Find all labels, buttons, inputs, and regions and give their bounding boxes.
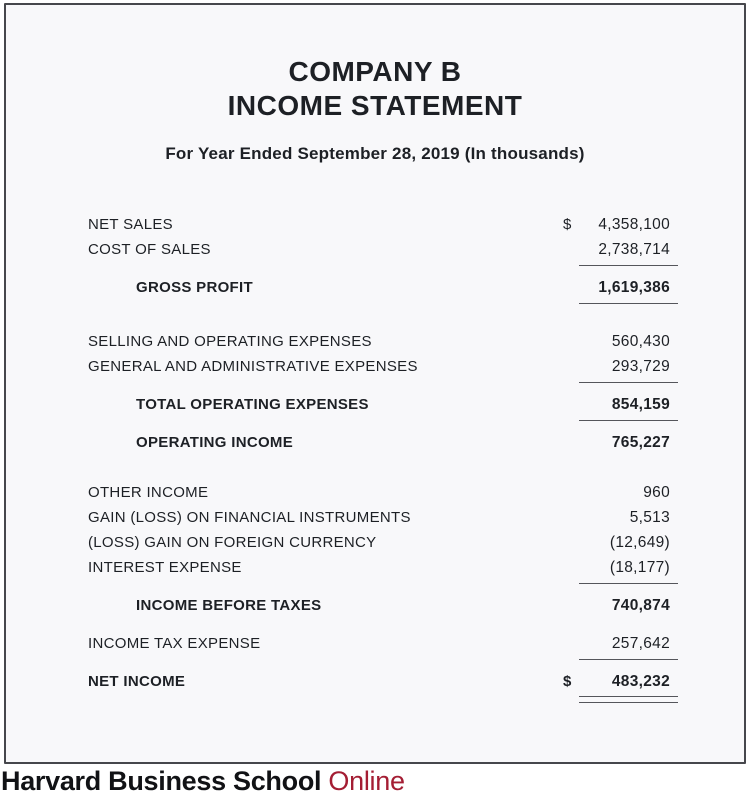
row-value: (18,177): [609, 558, 670, 576]
row-label: (LOSS) GAIN ON FOREIGN CURRENCY: [88, 534, 377, 551]
row-label: NET SALES: [88, 216, 173, 233]
currency-symbol: $: [563, 216, 572, 233]
brand-online: Online: [328, 766, 405, 796]
statement-title: [6, 55, 744, 123]
row-label: GROSS PROFIT: [136, 279, 253, 296]
statement-row: [88, 530, 678, 555]
statement-table: [88, 212, 678, 703]
company-name: COMPANY B: [288, 56, 462, 87]
row-value: 1,619,386: [598, 278, 670, 296]
statement-row: [88, 275, 678, 300]
row-value: 765,227: [611, 433, 670, 451]
row-value: 483,232: [611, 672, 670, 690]
underline-rule: [579, 382, 678, 383]
statement-row: [88, 430, 678, 455]
underline-rule: [579, 420, 678, 421]
statement-row: [88, 392, 678, 417]
row-value: 2,738,714: [598, 240, 670, 258]
statement-row: [88, 555, 678, 580]
statement-row: [88, 669, 678, 694]
row-value: 960: [643, 483, 670, 501]
currency-symbol: $: [563, 673, 572, 690]
double-underline-rule: [579, 696, 678, 703]
row-label: INTEREST EXPENSE: [88, 559, 242, 576]
row-label: INCOME TAX EXPENSE: [88, 635, 261, 652]
brand-spacer: [321, 766, 328, 797]
income-statement-card: [4, 3, 746, 764]
row-value: 293,729: [611, 357, 670, 375]
row-value: 560,430: [611, 332, 670, 350]
statement-row: [88, 480, 678, 505]
statement-row: [88, 593, 678, 618]
row-label: GENERAL AND ADMINISTRATIVE EXPENSES: [88, 358, 418, 375]
row-value: 854,159: [611, 395, 670, 413]
row-label: INCOME BEFORE TAXES: [136, 597, 322, 614]
statement-row: [88, 505, 678, 530]
statement-row: [88, 329, 678, 354]
row-value: 740,874: [611, 596, 670, 614]
row-label: NET INCOME: [88, 673, 186, 690]
row-value: 5,513: [629, 508, 670, 526]
statement-row: [88, 237, 678, 262]
row-value: (12,649): [609, 533, 670, 551]
statement-row: [88, 354, 678, 379]
row-label: OTHER INCOME: [88, 484, 209, 501]
row-label: COST OF SALES: [88, 241, 211, 258]
statement-type: INCOME STATEMENT: [227, 90, 523, 121]
underline-rule: [579, 659, 678, 660]
underline-rule: [579, 583, 678, 584]
underline-rule: [579, 303, 678, 304]
underline-rule: [579, 265, 678, 266]
statement-row: [88, 212, 678, 237]
statement-row: [88, 631, 678, 656]
row-label: SELLING AND OPERATING EXPENSES: [88, 333, 372, 350]
row-label: GAIN (LOSS) ON FINANCIAL INSTRUMENTS: [88, 509, 411, 526]
row-label: TOTAL OPERATING EXPENSES: [136, 396, 369, 413]
row-value: 4,358,100: [598, 215, 670, 233]
row-value: 257,642: [611, 634, 670, 652]
row-label: OPERATING INCOME: [136, 434, 294, 451]
brand-name: Harvard Business School: [1, 766, 322, 796]
statement-subtitle: For Year Ended September 28, 2019 (In thousands): [165, 144, 585, 163]
footer-brand: [1, 765, 749, 798]
